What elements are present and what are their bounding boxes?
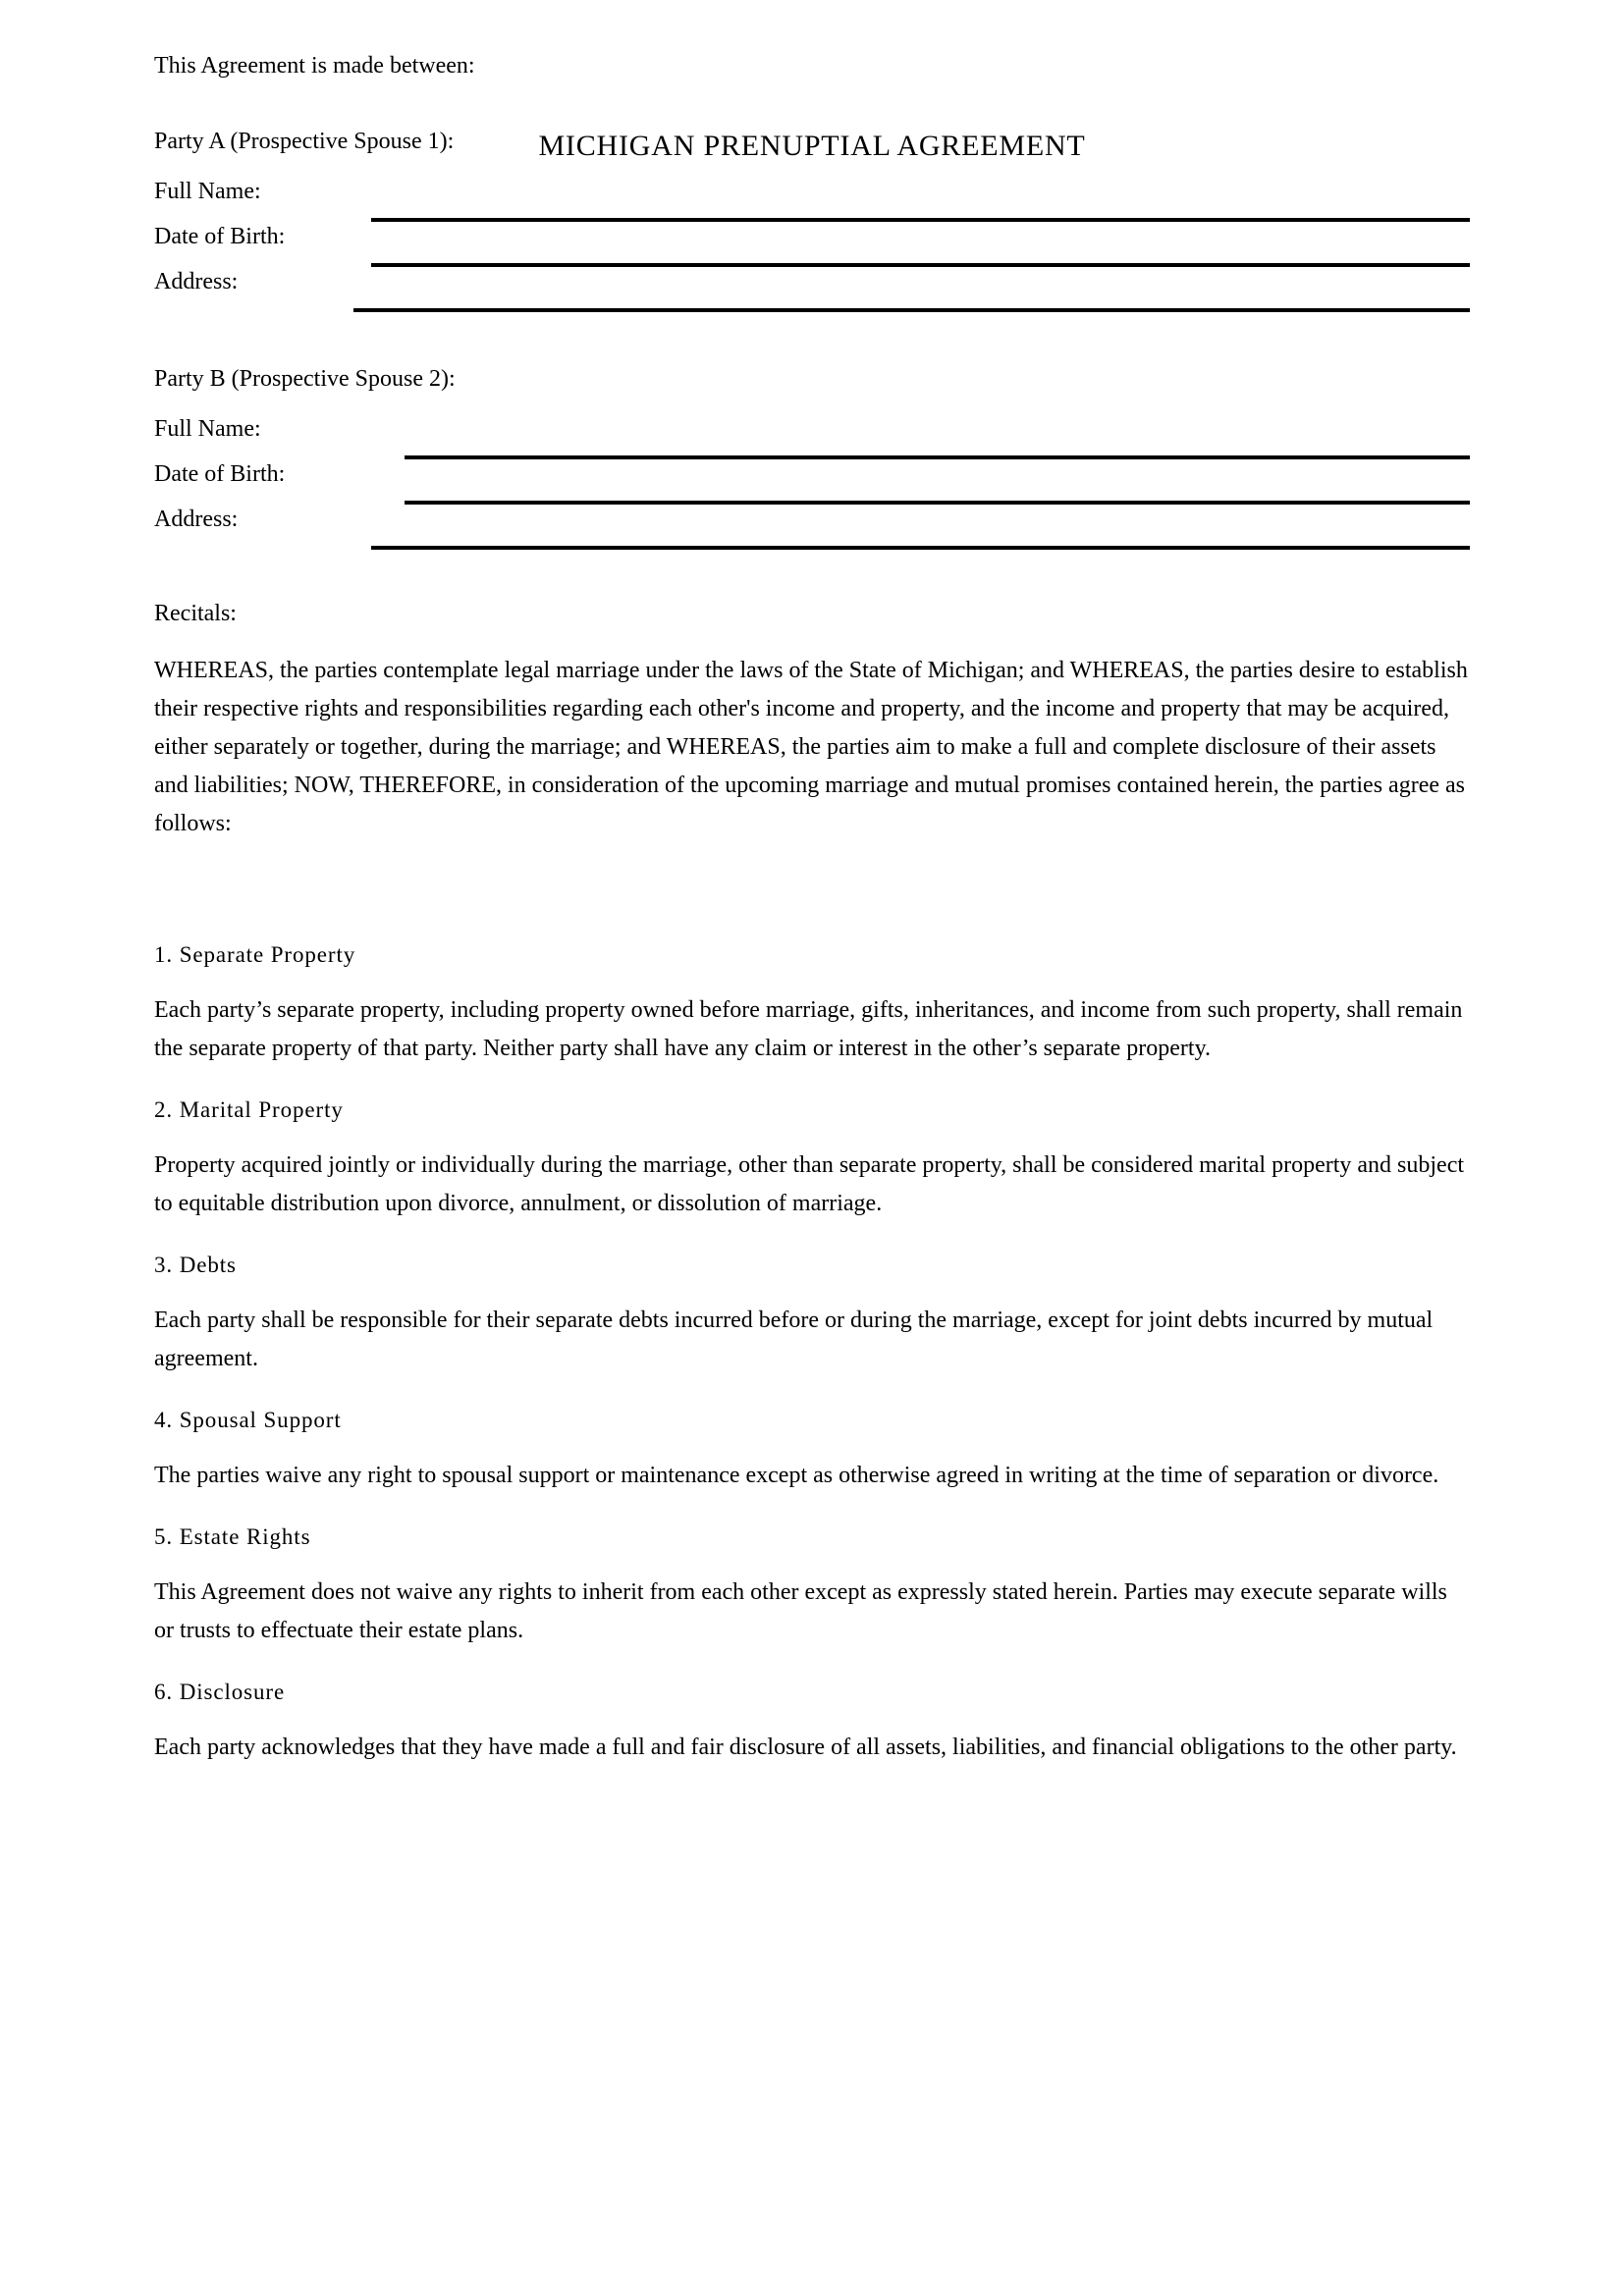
recitals-text: WHEREAS, the parties contemplate legal marriage under the laws of the State of Michigan; and WHEREAS, the parties desire to establish their respective rights and responsibilities regarding each other's income and property, and the income and property that may be acquired, either separately or together, during the marriage; and WHEREAS, the parties aim to make a full and complete disclosure of their assets and liabilities; NOW, THEREFORE, in consideration of the upcoming marriage and mutual promises contained herein, the parties agree as follows: xyxy=(154,658,1468,836)
clause-4-text: The parties waive any right to spousal support or maintenance except as otherwise agreed in writing at the time of separation or divorce. xyxy=(154,1463,1439,1488)
party-b-dob-row xyxy=(154,462,1470,507)
document-body xyxy=(154,0,1470,1797)
page-title: MICHIGAN PRENUPTIAL AGREEMENT xyxy=(538,130,1086,162)
party-a-address-row xyxy=(154,270,1470,315)
clause-2-heading: 2. Marital Property xyxy=(154,1097,344,1122)
recitals-label: Recitals: xyxy=(154,601,237,626)
party-b-full-name-input-line[interactable] xyxy=(405,455,1470,459)
party-b-address-row xyxy=(154,507,1470,553)
party-a-full-name-row xyxy=(154,180,1470,225)
clause-1-text: Each party’s separate property, including property owned before marriage, gifts, inheritances, and income from such property, shall remain the separate property of that party. Neither party shall have any claim or interest in the other’s separate property. xyxy=(154,997,1463,1061)
party-b-dob-input-line[interactable] xyxy=(405,501,1470,505)
party-a-full-name-label: Full Name: xyxy=(154,179,261,204)
party-a-dob-row xyxy=(154,225,1470,270)
clause-5 xyxy=(154,1525,1470,1650)
party-a-heading: Party A (Prospective Spouse 1): xyxy=(154,129,455,154)
party-a-address-label: Address: xyxy=(154,269,239,294)
clause-2 xyxy=(154,1098,1470,1223)
clause-1 xyxy=(154,943,1470,1068)
party-a-dob-label: Date of Birth: xyxy=(154,224,286,249)
clause-6 xyxy=(154,1681,1470,1767)
clause-3-heading: 3. Debts xyxy=(154,1253,237,1277)
party-a-dob-input-line[interactable] xyxy=(371,263,1470,267)
party-a-block xyxy=(154,130,1470,315)
party-a-full-name-input-line[interactable] xyxy=(371,218,1470,222)
clause-4-heading: 4. Spousal Support xyxy=(154,1408,342,1432)
party-b-full-name-row xyxy=(154,417,1470,462)
clause-3-text: Each party shall be responsible for their separate debts incurred before or during the marriage, except for joint debts incurred by mutual agreement. xyxy=(154,1308,1434,1371)
party-a-address-input-line[interactable] xyxy=(353,308,1470,312)
clause-5-text: This Agreement does not waive any rights to inherit from each other except as expressly stated herein. Parties may execute separate wills or trusts to effectuate their estate plans. xyxy=(154,1579,1447,1643)
party-b-block xyxy=(154,367,1470,553)
party-b-dob-label: Date of Birth: xyxy=(154,461,286,487)
clause-6-heading: 6. Disclosure xyxy=(154,1680,286,1704)
party-b-full-name-label: Full Name: xyxy=(154,416,261,442)
clause-1-heading: 1. Separate Property xyxy=(154,942,356,967)
clause-6-text: Each party acknowledges that they have made a full and fair disclosure of all assets, liabilities, and financial obligations to the other party. xyxy=(154,1735,1457,1760)
clause-5-heading: 5. Estate Rights xyxy=(154,1524,311,1549)
intro-text: This Agreement is made between: xyxy=(154,53,475,79)
recitals-block xyxy=(154,602,1470,843)
clause-2-text: Property acquired jointly or individually during the marriage, other than separate property, shall be considered marital property and subject to equitable distribution upon divorce, annulment, or dissolution of marriage. xyxy=(154,1152,1465,1216)
clauses-list xyxy=(154,943,1470,1767)
party-b-address-input-line[interactable] xyxy=(371,546,1470,550)
clause-3 xyxy=(154,1254,1470,1378)
party-b-address-label: Address: xyxy=(154,507,239,532)
clause-4 xyxy=(154,1409,1470,1495)
party-b-heading: Party B (Prospective Spouse 2): xyxy=(154,366,456,392)
